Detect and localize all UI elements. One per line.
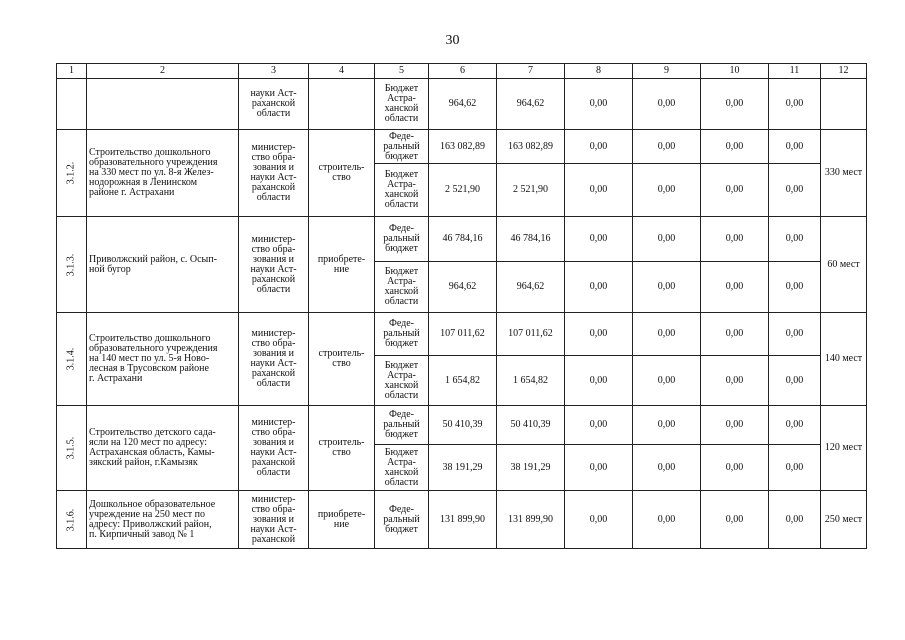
col-header: 3	[239, 64, 309, 79]
table-row	[57, 491, 867, 549]
executor-cell: министер- ство обра- зования и науки Аст- раханской области	[239, 313, 309, 406]
value-cell: 0,00	[565, 356, 633, 406]
value-cell: 0,00	[769, 356, 821, 406]
value-cell: 0,00	[769, 262, 821, 313]
col-header: 10	[701, 64, 769, 79]
value-cell: 0,00	[769, 406, 821, 445]
value-cell: 0,00	[701, 406, 769, 445]
value-cell: 131 899,90	[429, 491, 497, 549]
col-header: 11	[769, 64, 821, 79]
budget-table	[56, 63, 867, 549]
item-code: 3.1.2.	[57, 130, 87, 217]
value-cell: 0,00	[565, 79, 633, 130]
source-cell: Бюджет Астра- ханской области	[375, 262, 429, 313]
result-cell: 330 мест	[821, 130, 867, 217]
type-cell: строитель- ство	[309, 313, 375, 406]
source-cell: Феде- ральный бюджет	[375, 130, 429, 164]
value-cell: 0,00	[701, 217, 769, 262]
item-code: 3.1.6.	[57, 491, 87, 549]
value-cell: 0,00	[565, 164, 633, 217]
executor-cell: министер- ство обра- зования и науки Аст- раханской области	[239, 406, 309, 491]
item-code: 3.1.5.	[57, 406, 87, 491]
type-cell: строитель- ство	[309, 406, 375, 491]
value-cell: 0,00	[633, 217, 701, 262]
item-code: 3.1.3.	[57, 217, 87, 313]
col-header: 1	[57, 64, 87, 79]
col-header: 7	[497, 64, 565, 79]
value-cell: 0,00	[633, 491, 701, 549]
result-cell: 140 мест	[821, 313, 867, 406]
table-row	[57, 79, 867, 130]
value-cell: 0,00	[701, 313, 769, 356]
value-cell: 0,00	[769, 313, 821, 356]
value-cell: 0,00	[633, 164, 701, 217]
source-cell: Бюджет Астра- ханской области	[375, 164, 429, 217]
value-cell: 2 521,90	[497, 164, 565, 217]
col-header: 2	[87, 64, 239, 79]
value-cell: 0,00	[701, 164, 769, 217]
item-name: Дошкольное образовательное учреждение на 250 мест по адресу: Приволжский район, п. Кирпичный завод № 1	[87, 491, 239, 549]
table-cell	[57, 79, 87, 130]
value-cell: 964,62	[429, 262, 497, 313]
value-cell: 46 784,16	[497, 217, 565, 262]
result-cell: 60 мест	[821, 217, 867, 313]
source-cell: Бюджет Астра- ханской области	[375, 356, 429, 406]
source-cell: Бюджет Астра- ханской области	[375, 445, 429, 491]
value-cell: 0,00	[701, 491, 769, 549]
table-cell	[309, 79, 375, 130]
executor-cell: министер- ство обра- зования и науки Аст- раханской области	[239, 217, 309, 313]
type-cell: приобрете- ние	[309, 217, 375, 313]
result-cell: 250 мест	[821, 491, 867, 549]
value-cell: 0,00	[701, 356, 769, 406]
col-header: 5	[375, 64, 429, 79]
col-header: 4	[309, 64, 375, 79]
table-row	[57, 130, 867, 164]
item-name: Приволжский район, с. Осып- ной бугор	[87, 217, 239, 313]
value-cell: 163 082,89	[497, 130, 565, 164]
col-header: 9	[633, 64, 701, 79]
value-cell: 0,00	[565, 491, 633, 549]
value-cell: 0,00	[701, 445, 769, 491]
value-cell: 0,00	[565, 445, 633, 491]
table-row	[57, 406, 867, 445]
value-cell: 50 410,39	[497, 406, 565, 445]
value-cell: 38 191,29	[429, 445, 497, 491]
value-cell: 0,00	[633, 406, 701, 445]
value-cell: 131 899,90	[497, 491, 565, 549]
executor-cell: министер- ство обра- зования и науки Аст- раханской области	[239, 130, 309, 217]
value-cell: 0,00	[769, 491, 821, 549]
value-cell: 0,00	[701, 130, 769, 164]
value-cell: 0,00	[633, 79, 701, 130]
col-header: 8	[565, 64, 633, 79]
type-cell: приобрете- ние	[309, 491, 375, 549]
result-cell: 120 мест	[821, 406, 867, 491]
table-row	[57, 217, 867, 262]
col-header: 12	[821, 64, 867, 79]
value-cell: 0,00	[769, 164, 821, 217]
value-cell: 0,00	[633, 356, 701, 406]
value-cell: 0,00	[633, 262, 701, 313]
value-cell: 163 082,89	[429, 130, 497, 164]
value-cell: 0,00	[769, 217, 821, 262]
value-cell: 0,00	[633, 313, 701, 356]
source-cell: Феде- ральный бюджет	[375, 406, 429, 445]
value-cell: 0,00	[769, 445, 821, 491]
value-cell: 0,00	[565, 130, 633, 164]
value-cell: 0,00	[565, 406, 633, 445]
source-cell: Феде- ральный бюджет	[375, 313, 429, 356]
executor-cell: науки Аст- раханской области	[239, 79, 309, 130]
page-number: 30	[445, 33, 460, 48]
value-cell: 107 011,62	[429, 313, 497, 356]
header-row	[57, 64, 867, 79]
col-header: 6	[429, 64, 497, 79]
table-cell	[821, 79, 867, 130]
item-name: Строительство детского сада- ясли на 120 мест по адресу: Астраханская область, Камы- зякский район, г.Камызяк	[87, 406, 239, 491]
source-cell: Феде- ральный бюджет	[375, 491, 429, 549]
value-cell: 964,62	[497, 262, 565, 313]
table-row	[57, 313, 867, 356]
executor-cell: министер- ство обра- зования и науки Аст- раханской	[239, 491, 309, 549]
value-cell: 0,00	[769, 79, 821, 130]
value-cell: 0,00	[633, 130, 701, 164]
value-cell: 964,62	[497, 79, 565, 130]
source-cell: Бюджет Астра- ханской области	[375, 79, 429, 130]
value-cell: 964,62	[429, 79, 497, 130]
value-cell: 38 191,29	[497, 445, 565, 491]
item-name: Строительство дошкольного образовательного учреждения на 330 мест по ул. 8-я Желез- нодорожная в Ленинском районе г. Астрахани	[87, 130, 239, 217]
type-cell: строитель- ство	[309, 130, 375, 217]
value-cell: 0,00	[633, 445, 701, 491]
value-cell: 0,00	[769, 130, 821, 164]
value-cell: 2 521,90	[429, 164, 497, 217]
item-name: Строительство дошкольного образовательного учреждения на 140 мест по ул. 5-я Ново- лесная в Трусовском районе г. Астрахани	[87, 313, 239, 406]
value-cell: 107 011,62	[497, 313, 565, 356]
value-cell: 0,00	[565, 262, 633, 313]
value-cell: 1 654,82	[497, 356, 565, 406]
value-cell: 1 654,82	[429, 356, 497, 406]
value-cell: 50 410,39	[429, 406, 497, 445]
source-cell: Феде- ральный бюджет	[375, 217, 429, 262]
value-cell: 0,00	[701, 79, 769, 130]
value-cell: 0,00	[565, 217, 633, 262]
item-code: 3.1.4.	[57, 313, 87, 406]
table-cell	[87, 79, 239, 130]
value-cell: 0,00	[701, 262, 769, 313]
value-cell: 0,00	[565, 313, 633, 356]
value-cell: 46 784,16	[429, 217, 497, 262]
